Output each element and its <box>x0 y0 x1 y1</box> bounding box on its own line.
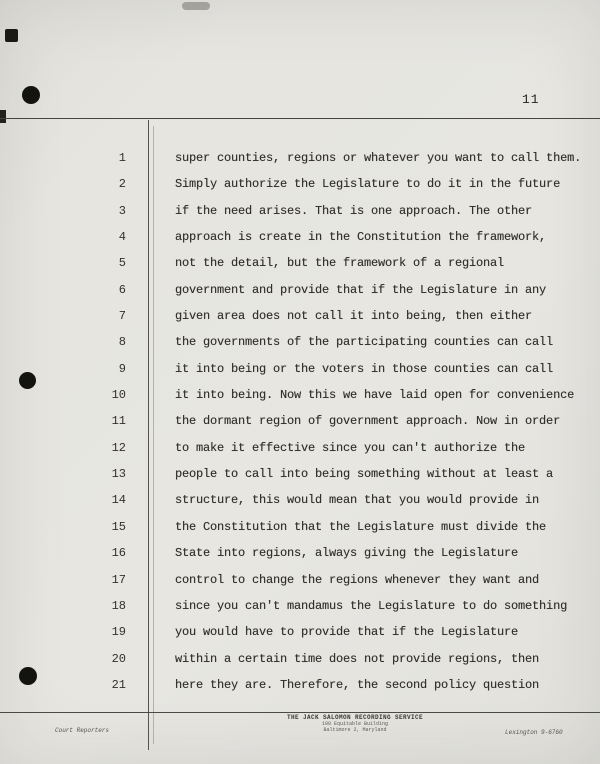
line-text: the Constitution that the Legislature must divide the <box>175 519 547 534</box>
line-text: people to call into being something without at least a <box>175 467 554 482</box>
line-text: to make it effective since you can't authorize the <box>175 440 526 455</box>
transcript-line <box>0 646 600 672</box>
transcript-line <box>0 250 600 276</box>
line-text: here they are. Therefore, the second policy question <box>175 677 540 692</box>
line-number: 20 <box>111 651 126 666</box>
transcript-line <box>0 198 600 224</box>
footer-title: THE JACK SALOMON RECORDING SERVICE <box>286 714 424 721</box>
transcript-line <box>0 567 600 593</box>
line-text: super counties, regions or whatever you want to call them. <box>175 151 582 165</box>
transcript-body <box>0 145 600 698</box>
scan-artifact-smudge <box>182 2 210 10</box>
line-number: 8 <box>118 335 126 350</box>
line-text: the dormant region of government approach. Now in order <box>175 414 561 429</box>
transcript-line <box>0 461 600 487</box>
line-text: not the detail, but the framework of a regional <box>175 256 505 271</box>
footer-address-line: Baltimore 2, Maryland <box>323 727 387 733</box>
footer-rule <box>0 712 600 713</box>
transcript-line <box>0 171 600 197</box>
line-text: government and provide that if the Legislature in any <box>175 282 547 297</box>
line-number: 16 <box>111 546 126 561</box>
transcript-line <box>0 619 600 645</box>
line-text: State into regions, always giving the Legislature <box>175 546 519 561</box>
page-number: 11 <box>522 92 540 107</box>
line-number: 12 <box>111 440 126 455</box>
footer-address-line: 100 Equitable Building <box>321 721 388 727</box>
transcript-line <box>0 356 600 382</box>
line-text: the governments of the participating counties can call <box>175 335 554 350</box>
line-number: 5 <box>118 256 126 271</box>
line-number: 1 <box>118 151 126 165</box>
scan-artifact-edge <box>0 110 6 123</box>
transcript-line <box>0 435 600 461</box>
line-number: 18 <box>111 598 126 613</box>
transcript-line <box>0 277 600 303</box>
line-number: 6 <box>118 282 126 297</box>
transcript-line <box>0 145 600 171</box>
transcript-line <box>0 329 600 355</box>
line-number: 19 <box>111 625 126 640</box>
hole-punch-top <box>22 86 40 104</box>
line-text: given area does not call it into being, then either <box>175 309 533 324</box>
line-text: you would have to provide that if the Legislature <box>175 625 519 640</box>
line-number: 9 <box>118 361 126 376</box>
line-number: 3 <box>118 203 126 218</box>
line-number: 2 <box>118 177 126 192</box>
line-text: control to change the regions whenever they want and <box>175 572 540 587</box>
line-text: since you can't mandamus the Legislature to do something <box>175 598 568 613</box>
transcript-line <box>0 593 600 619</box>
scan-artifact-corner <box>5 29 18 42</box>
line-number: 21 <box>111 677 126 692</box>
line-text: it into being or the voters in those counties can call <box>175 361 554 376</box>
transcript-line <box>0 303 600 329</box>
line-number: 13 <box>111 467 126 482</box>
transcript-line <box>0 672 600 698</box>
line-number: 7 <box>118 309 126 324</box>
transcript-line <box>0 408 600 434</box>
line-number: 14 <box>111 493 126 508</box>
transcript-line <box>0 487 600 513</box>
line-text: approach is create in the Constitution the framework, <box>175 230 547 245</box>
line-text: it into being. Now this we have laid open for convenience <box>175 388 575 403</box>
line-number: 4 <box>118 230 126 245</box>
transcript-line <box>0 382 600 408</box>
line-text: if the need arises. That is one approach. The other <box>175 203 533 218</box>
line-text: Simply authorize the Legislature to do it in the future <box>175 177 561 192</box>
footer-right-text: Lexington 9-6760 <box>505 729 563 736</box>
line-number: 15 <box>111 519 126 534</box>
line-text: structure, this would mean that you would provide in <box>175 493 540 508</box>
line-number: 11 <box>111 414 126 429</box>
transcript-line <box>0 540 600 566</box>
transcript-line <box>0 224 600 250</box>
line-number: 17 <box>111 572 126 587</box>
footer-left-text: Court Reporters <box>55 727 110 734</box>
line-text: within a certain time does not provide regions, then <box>175 651 540 666</box>
top-rule <box>0 118 600 119</box>
transcript-line <box>0 514 600 540</box>
line-number: 10 <box>111 388 126 403</box>
